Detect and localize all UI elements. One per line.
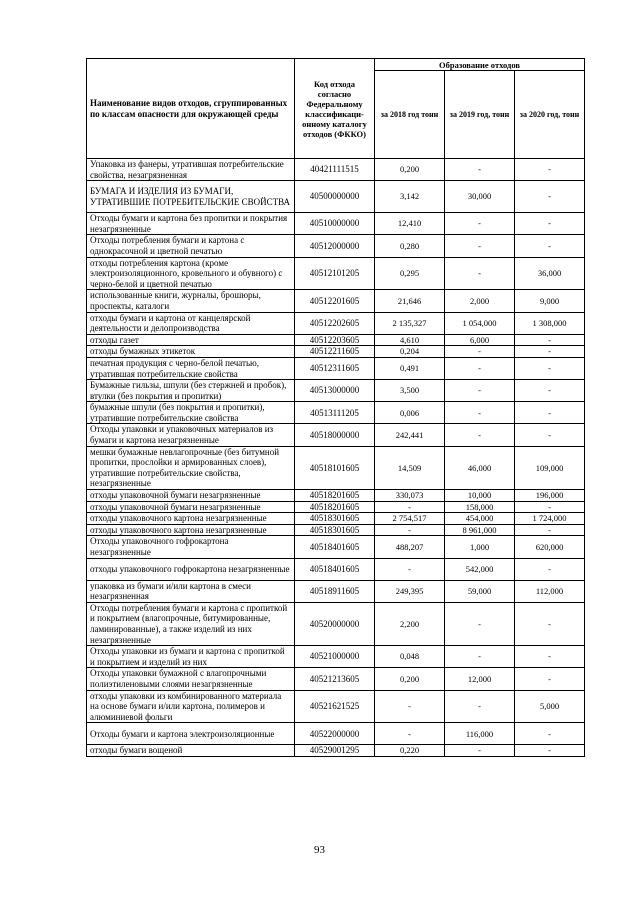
table-row — [87, 602, 585, 645]
header-name: Наименование видов отходов, сгруппированных по классам опасности для окружающей среды — [87, 59, 295, 159]
cell-code: 40518301605 — [295, 513, 375, 525]
table-row — [87, 257, 585, 290]
cell-2019: - — [445, 159, 515, 181]
table-row — [87, 723, 585, 745]
cell-2018: 3,142 — [375, 181, 445, 213]
cell-2019: - — [445, 690, 515, 723]
cell-2018: 249,395 — [375, 580, 445, 602]
table-row — [87, 213, 585, 235]
cell-code: 40518301605 — [295, 524, 375, 536]
table-row — [87, 745, 585, 757]
cell-2019: - — [445, 213, 515, 235]
cell-code: 40518401605 — [295, 558, 375, 580]
cell-2018: 0,295 — [375, 257, 445, 290]
cell-code: 40510000000 — [295, 213, 375, 235]
cell-2020: - — [515, 646, 585, 668]
cell-name: отходы потребления картона (кроме электроизоляционного, кровельного и обувного) с черно-белой и цветной печатью — [87, 257, 295, 290]
cell-2019: 59,000 — [445, 580, 515, 602]
cell-code: 40512201605 — [295, 290, 375, 312]
table-row — [87, 424, 585, 446]
cell-2018: 0,491 — [375, 357, 445, 379]
cell-2020: 1 724,000 — [515, 513, 585, 525]
cell-name: отходы бумаги и картона от канцелярской деятельности и делопроизводства — [87, 312, 295, 334]
table-row — [87, 513, 585, 525]
cell-name: использованные книги, журналы, брошюры, проспекты, каталоги — [87, 290, 295, 312]
cell-2018: 2 754,517 — [375, 513, 445, 525]
cell-2018: 2 135,327 — [375, 312, 445, 334]
cell-2019: - — [445, 745, 515, 757]
cell-2019: - — [445, 380, 515, 402]
cell-2020: - — [515, 602, 585, 645]
table-row — [87, 380, 585, 402]
cell-code: 40512000000 — [295, 235, 375, 257]
cell-2019: - — [445, 646, 515, 668]
cell-name: отходы упаковочной бумаги незагрязненные — [87, 490, 295, 502]
table-row — [87, 524, 585, 536]
cell-2018: 0,200 — [375, 159, 445, 181]
cell-name: отходы упаковочного картона незагрязненные — [87, 513, 295, 525]
table-row — [87, 235, 585, 257]
cell-2019: 542,000 — [445, 558, 515, 580]
cell-code: 40500000000 — [295, 181, 375, 213]
cell-code: 40529001295 — [295, 745, 375, 757]
cell-code: 40421111515 — [295, 159, 375, 181]
cell-name: Бумажные гильзы, шпули (без стержней и пробок), втулки (без покрытия и пропитки) — [87, 380, 295, 402]
cell-2018: 14,509 — [375, 446, 445, 489]
cell-2019: 2,000 — [445, 290, 515, 312]
table-row — [87, 312, 585, 334]
cell-name: Отходы упаковки бумажной с влагопрочными полиэтиленовыми слоями незагрязненные — [87, 668, 295, 690]
cell-2018: 0,280 — [375, 235, 445, 257]
table-row — [87, 402, 585, 424]
cell-code: 40513000000 — [295, 380, 375, 402]
cell-2020: - — [515, 235, 585, 257]
cell-2020: - — [515, 346, 585, 358]
cell-2019: - — [445, 602, 515, 645]
table-row — [87, 668, 585, 690]
cell-2020: - — [515, 668, 585, 690]
cell-2020: - — [515, 159, 585, 181]
cell-name: отходы упаковочного гофрокартона незагрязненные — [87, 558, 295, 580]
cell-code: 40520000000 — [295, 602, 375, 645]
cell-2020: - — [515, 501, 585, 513]
cell-2020: 196,000 — [515, 490, 585, 502]
cell-name: бумажные шпули (без покрытия и пропитки), утратившие потребительские свойства — [87, 402, 295, 424]
table-row — [87, 580, 585, 602]
cell-name: Отходы упаковки и упаковочных материалов из бумаги и картона незагрязненные — [87, 424, 295, 446]
table-row — [87, 159, 585, 181]
cell-2020: 109,000 — [515, 446, 585, 489]
cell-2019: - — [445, 346, 515, 358]
table-row — [87, 290, 585, 312]
cell-2018: - — [375, 558, 445, 580]
cell-2020: 112,000 — [515, 580, 585, 602]
cell-2019: 1,000 — [445, 536, 515, 558]
table-row — [87, 181, 585, 213]
cell-code: 40518401605 — [295, 536, 375, 558]
cell-name: Отходы бумаги и картона электроизоляционные — [87, 723, 295, 745]
cell-2019: 8 961,000 — [445, 524, 515, 536]
cell-name: мешки бумажные невлагопрочные (без битумной пропитки, прослойки и армированных слоев), утратившие потребительские свойства, незагрязненные — [87, 446, 295, 489]
cell-2020: 5,000 — [515, 690, 585, 723]
cell-2018: 21,646 — [375, 290, 445, 312]
table-row — [87, 558, 585, 580]
cell-2020: - — [515, 357, 585, 379]
table-row — [87, 346, 585, 358]
cell-code: 40513111205 — [295, 402, 375, 424]
cell-2019: 30,000 — [445, 181, 515, 213]
cell-2018: 242,441 — [375, 424, 445, 446]
cell-2019: 158,000 — [445, 501, 515, 513]
cell-code: 40521621525 — [295, 690, 375, 723]
page-number: 93 — [314, 844, 325, 856]
cell-2018: 0,200 — [375, 668, 445, 690]
table-row — [87, 334, 585, 346]
cell-name: Отходы бумаги и картона без пропитки и покрытия незагрязненные — [87, 213, 295, 235]
cell-2020: - — [515, 334, 585, 346]
cell-2020: 36,000 — [515, 257, 585, 290]
cell-2018: 0,006 — [375, 402, 445, 424]
cell-2018: - — [375, 723, 445, 745]
cell-name: отходы упаковочного картона незагрязненные — [87, 524, 295, 536]
cell-2019: 12,000 — [445, 668, 515, 690]
header-2018: за 2018 год тонн — [375, 71, 445, 159]
cell-2019: 6,000 — [445, 334, 515, 346]
cell-name: упаковка из бумаги и/или картона в смеси незагрязненная — [87, 580, 295, 602]
cell-code: 40518000000 — [295, 424, 375, 446]
cell-2018: 12,410 — [375, 213, 445, 235]
table-row — [87, 357, 585, 379]
cell-2018: 0,220 — [375, 745, 445, 757]
cell-name: печатная продукция с черно-белой печатью, утратившая потребительские свойства — [87, 357, 295, 379]
header-code: Код отхода согласно Федеральному классификаци-онному каталогу отходов (ФККО) — [295, 59, 375, 159]
cell-2018: 0,204 — [375, 346, 445, 358]
cell-2019: - — [445, 235, 515, 257]
cell-name: Отходы упаковки из бумаги и картона с пропиткой и покрытием и изделий из них — [87, 646, 295, 668]
cell-code: 40512211605 — [295, 346, 375, 358]
cell-name: отходы бумажных этикеток — [87, 346, 295, 358]
cell-2020: - — [515, 524, 585, 536]
cell-2018: 330,073 — [375, 490, 445, 502]
cell-2019: 46,000 — [445, 446, 515, 489]
table-body — [87, 159, 585, 757]
cell-2018: 488,207 — [375, 536, 445, 558]
cell-2020: - — [515, 402, 585, 424]
table-row — [87, 446, 585, 489]
table-row — [87, 536, 585, 558]
cell-2020: 9,000 — [515, 290, 585, 312]
cell-name: отходы упаковки из комбинированного материала на основе бумаги и/или картона, полимеров и алюминиевой фольги — [87, 690, 295, 723]
cell-name: отходы бумаги вощеной — [87, 745, 295, 757]
cell-code: 40518911605 — [295, 580, 375, 602]
cell-2020: - — [515, 380, 585, 402]
cell-2018: 4,610 — [375, 334, 445, 346]
cell-name: Отходы упаковочного гофрокартона незагрязненные — [87, 536, 295, 558]
table-row — [87, 490, 585, 502]
cell-2019: 454,000 — [445, 513, 515, 525]
cell-2018: - — [375, 524, 445, 536]
cell-name: Отходы потребления бумаги и картона с однокрасочной и цветной печатью — [87, 235, 295, 257]
cell-2018: 0,048 — [375, 646, 445, 668]
cell-code: 40512202605 — [295, 312, 375, 334]
cell-code: 40518201605 — [295, 501, 375, 513]
cell-2020: - — [515, 181, 585, 213]
header-formation: Образование отходов — [375, 59, 585, 71]
cell-code: 40518201605 — [295, 490, 375, 502]
header-2019: за 2019 год, тонн — [445, 71, 515, 159]
table-row — [87, 501, 585, 513]
cell-2020: 1 308,000 — [515, 312, 585, 334]
cell-2019: - — [445, 257, 515, 290]
cell-2018: 2,200 — [375, 602, 445, 645]
cell-code: 40518101605 — [295, 446, 375, 489]
table-header-row — [87, 59, 585, 71]
cell-2019: - — [445, 357, 515, 379]
cell-code: 40522000000 — [295, 723, 375, 745]
cell-2020: - — [515, 558, 585, 580]
cell-2018: 3,500 — [375, 380, 445, 402]
cell-name: Упаковка из фанеры, утратившая потребительские свойства, незагрязненная — [87, 159, 295, 181]
cell-name: Отходы потребления бумаги и картона с пропиткой и покрытием (влагопрочные, битумированные, ламинированные), а также изделий из них незагрязненные — [87, 602, 295, 645]
cell-2018: - — [375, 501, 445, 513]
cell-2019: 1 054,000 — [445, 312, 515, 334]
cell-name: отходы газет — [87, 334, 295, 346]
header-2020: за 2020 год, тонн — [515, 71, 585, 159]
cell-2019: - — [445, 402, 515, 424]
table-row — [87, 646, 585, 668]
table-row — [87, 690, 585, 723]
cell-2019: - — [445, 424, 515, 446]
cell-2019: 116,000 — [445, 723, 515, 745]
cell-code: 40512311605 — [295, 357, 375, 379]
waste-table — [86, 58, 585, 757]
cell-code: 40521000000 — [295, 646, 375, 668]
cell-2020: - — [515, 424, 585, 446]
cell-name: отходы упаковочной бумаги незагрязненные — [87, 501, 295, 513]
cell-2018: - — [375, 690, 445, 723]
cell-code: 40512101205 — [295, 257, 375, 290]
cell-name: БУМАГА И ИЗДЕЛИЯ ИЗ БУМАГИ, УТРАТИВШИЕ ПОТРЕБИТЕЛЬСКИЕ СВОЙСТВА — [87, 181, 295, 213]
cell-2020: - — [515, 213, 585, 235]
cell-2020: - — [515, 723, 585, 745]
cell-code: 40512203605 — [295, 334, 375, 346]
cell-code: 40521213605 — [295, 668, 375, 690]
cell-2020: 620,000 — [515, 536, 585, 558]
cell-2019: 10,000 — [445, 490, 515, 502]
cell-2020: - — [515, 745, 585, 757]
